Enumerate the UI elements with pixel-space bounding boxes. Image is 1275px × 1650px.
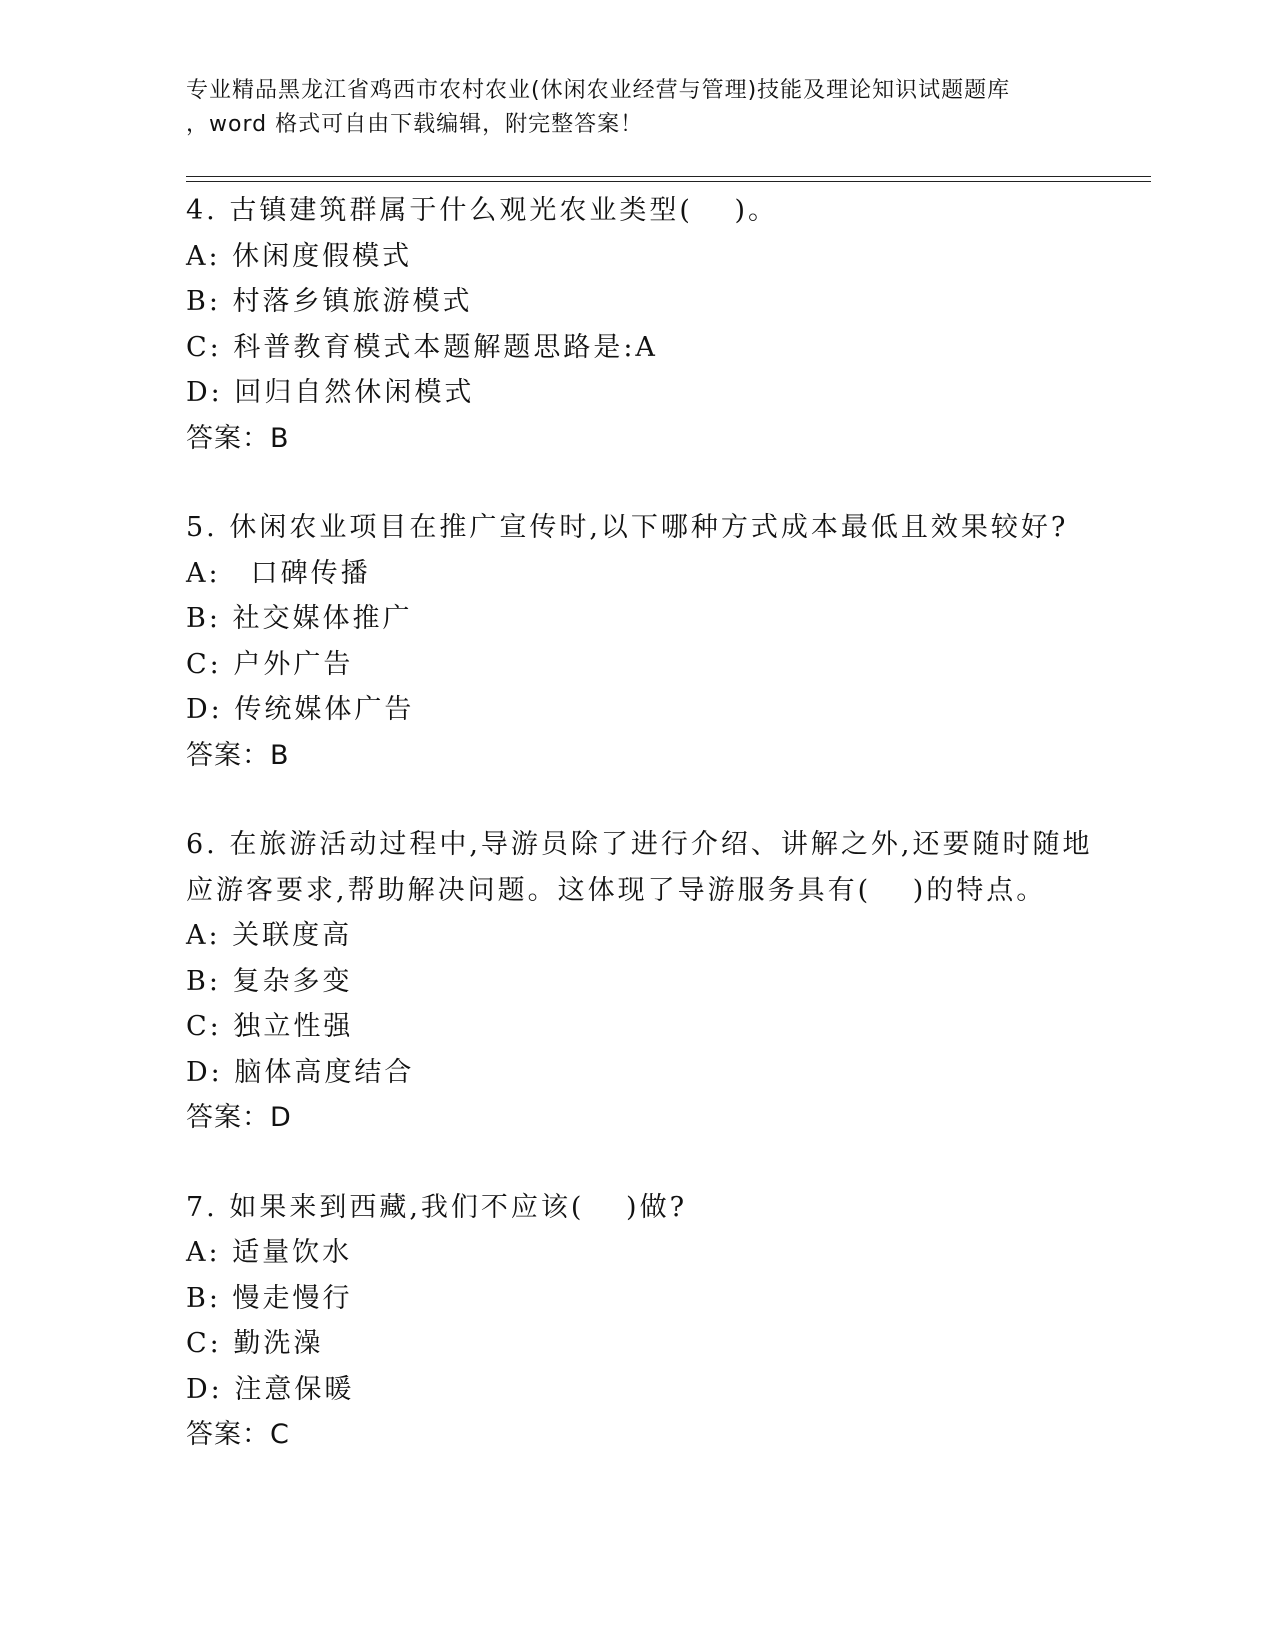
option-d: D: 脑体高度结合	[186, 1056, 415, 1088]
option-a: A: 口碑传播	[186, 557, 371, 589]
option-c: C: 户外广告	[186, 648, 354, 680]
question-7	[186, 1185, 1146, 1458]
answer: 答案：D	[186, 1102, 292, 1133]
question-4	[186, 188, 1146, 461]
option-d: D: 回归自然休闲模式	[186, 377, 475, 408]
option-a: A: 休闲度假模式	[186, 240, 413, 272]
option-b: B: 社交媒体推广	[186, 603, 413, 634]
question-stem: 4. 古镇建筑群属于什么观光农业类型( )。	[186, 195, 778, 226]
question-5	[186, 505, 1146, 778]
question-list	[186, 188, 1146, 1458]
question-6	[186, 822, 1146, 1141]
question-stem-line-1: 6. 在旅游活动过程中,导游员除了进行介绍、讲解之外,还要随时随地	[186, 829, 1093, 860]
answer: 答案：B	[186, 422, 290, 454]
option-d: D: 注意保暖	[186, 1373, 355, 1405]
header-line-2: ，word 格式可自由下载编辑，附完整答案！	[186, 112, 644, 137]
header-divider-bottom	[186, 181, 1151, 182]
question-stem-line-2: 应游客要求,帮助解决问题。这体现了导游服务具有( )的特点。	[186, 874, 1047, 906]
question-stem: 5. 休闲农业项目在推广宣传时,以下哪种方式成本最低且效果较好?	[186, 512, 1069, 543]
answer: 答案：B	[186, 739, 290, 771]
option-c: C: 勤洗澡	[186, 1328, 324, 1359]
document-header	[186, 74, 1146, 142]
option-a: A: 适量饮水	[186, 1237, 353, 1268]
answer: 答案：C	[186, 1419, 290, 1450]
option-c: C: 独立性强	[186, 1011, 354, 1042]
option-d: D: 传统媒体广告	[186, 694, 415, 725]
option-b: B: 慢走慢行	[186, 1282, 353, 1314]
option-c: C: 科普教育模式本题解题思路是:A	[186, 331, 658, 363]
option-b: B: 复杂多变	[186, 965, 353, 997]
question-stem: 7. 如果来到西藏,我们不应该( )做?	[186, 1191, 688, 1223]
header-divider-top	[186, 176, 1151, 177]
header-line-1: 专业精品黑龙江省鸡西市农村农业(休闲农业经营与管理)技能及理论知识试题题库	[186, 78, 1011, 103]
option-a: A: 关联度高	[186, 920, 353, 951]
option-b: B: 村落乡镇旅游模式	[186, 286, 473, 317]
